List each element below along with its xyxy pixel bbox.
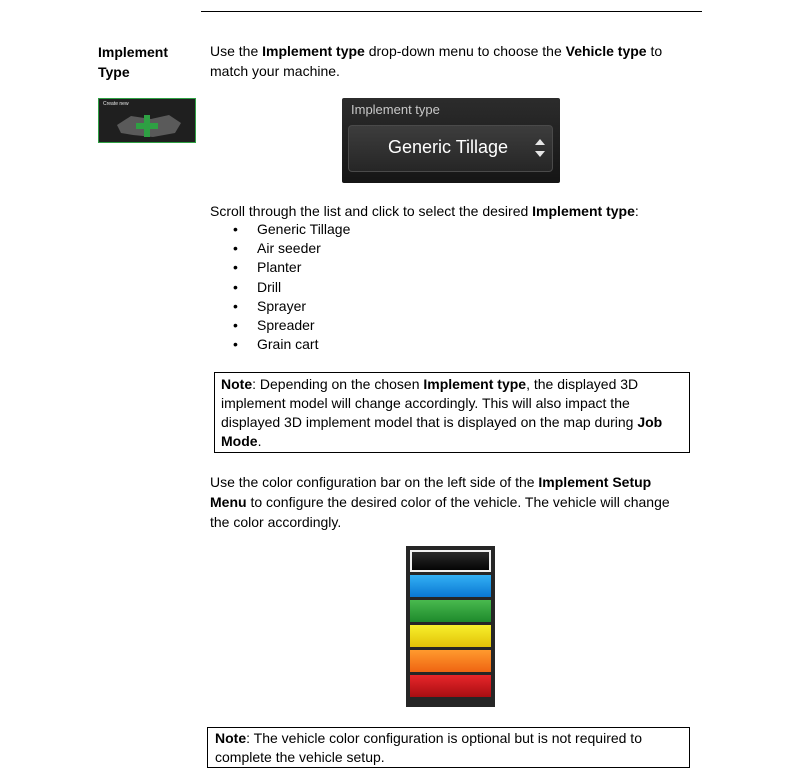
- color-swatch-red[interactable]: [410, 675, 491, 697]
- list-item: • Sprayer: [233, 297, 350, 316]
- list-item: • Drill: [233, 278, 350, 297]
- list-item: • Generic Tillage: [233, 220, 350, 239]
- add-implement-icon: [113, 111, 185, 141]
- color-configuration-bar: [406, 546, 495, 707]
- color-swatch-yellow[interactable]: [410, 625, 491, 647]
- color-swatch-green[interactable]: [410, 600, 491, 622]
- dropdown-value: Generic Tillage: [388, 137, 509, 157]
- list-item: • Grain cart: [233, 335, 350, 354]
- note-box-color: Note: The vehicle color configuration is optional but is not required to complete the vehicle setup.: [207, 727, 690, 768]
- implement-type-dropdown-widget: [342, 98, 560, 183]
- color-instruction: Use the color configuration bar on the left side of the Implement Setup Menu to configure the desired color of the vehicle. The vehicle will change the color accordingly.: [210, 474, 670, 530]
- list-item: • Air seeder: [233, 239, 350, 258]
- intro-paragraph: Use the Implement type drop-down menu to choose the Vehicle type to match your machine.: [210, 43, 663, 79]
- section-heading: Implement Type: [98, 44, 169, 80]
- create-new-thumbnail: [98, 98, 196, 143]
- note-box-implement: Note: Depending on the chosen Implement type, the displayed 3D implement model will change accordingly. This will also impact the displayed 3D implement model that is displayed on the map during Job Mode.: [214, 372, 690, 453]
- color-swatch-black[interactable]: [410, 550, 491, 572]
- thumbnail-label: Create new: [103, 101, 129, 107]
- dropdown-label: Implement type: [351, 102, 440, 117]
- list-item: • Spreader: [233, 316, 350, 335]
- list-item: • Planter: [233, 258, 350, 277]
- color-swatch-blue[interactable]: [410, 575, 491, 597]
- implement-type-list: [233, 220, 350, 354]
- color-swatch-orange[interactable]: [410, 650, 491, 672]
- top-rule: [201, 11, 702, 12]
- implement-type-select[interactable]: [348, 125, 553, 172]
- chevron-up-down-icon: [534, 135, 546, 161]
- scroll-instruction: Scroll through the list and click to select the desired Implement type:: [210, 203, 639, 219]
